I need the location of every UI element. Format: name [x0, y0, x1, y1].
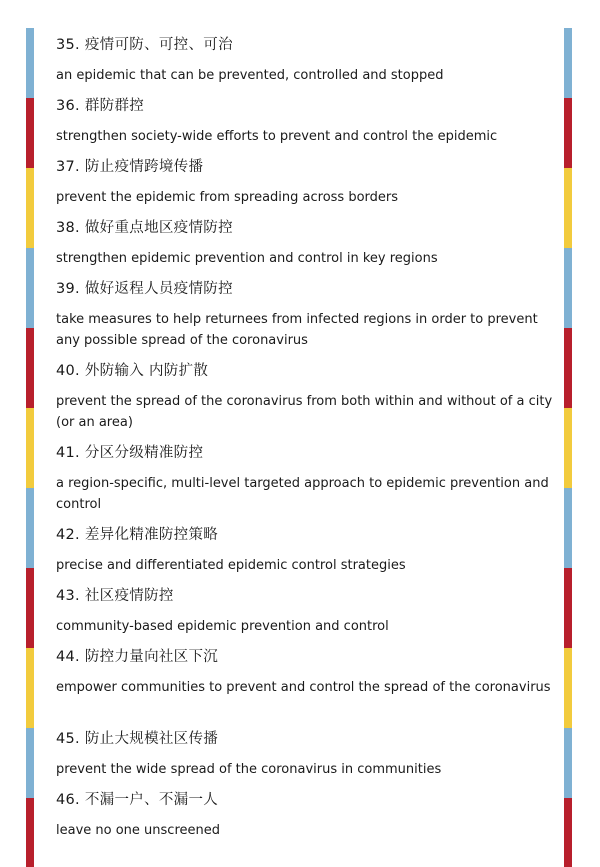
stripe-segment	[26, 168, 34, 248]
stripe-segment	[564, 28, 572, 98]
english-translation: community-based epidemic prevention and control	[56, 619, 389, 634]
chinese-term: 36. 群防群控	[56, 98, 145, 114]
glossary-entry	[56, 520, 556, 581]
stripe-segment	[564, 728, 572, 798]
glossary-entry	[56, 91, 556, 152]
english-translation: empower communities to prevent and control the spread of the coronavirus	[56, 680, 551, 695]
stripe-segment	[564, 248, 572, 328]
english-translation: a region-specific, multi-level targeted approach to epidemic prevention and control	[56, 476, 549, 512]
left-color-stripe	[26, 28, 34, 867]
right-color-stripe	[564, 28, 572, 867]
stripe-segment	[26, 408, 34, 488]
chinese-term: 38. 做好重点地区疫情防控	[56, 220, 233, 236]
stripe-segment	[564, 328, 572, 408]
glossary-entry	[56, 213, 556, 274]
chinese-term: 44. 防控力量向社区下沉	[56, 649, 219, 665]
chinese-term: 37. 防止疫情跨境传播	[56, 159, 204, 175]
english-translation: precise and differentiated epidemic control strategies	[56, 558, 406, 573]
glossary-entry	[56, 785, 556, 846]
english-translation: leave no one unscreened	[56, 823, 220, 838]
english-translation: an epidemic that can be prevented, controlled and stopped	[56, 68, 444, 83]
glossary-list	[56, 30, 556, 846]
chinese-term: 43. 社区疫情防控	[56, 588, 174, 604]
stripe-segment	[26, 568, 34, 648]
english-translation: prevent the spread of the coronavirus from both within and without of a city (or an area)	[56, 394, 553, 430]
english-translation: strengthen society-wide efforts to prevent and control the epidemic	[56, 129, 498, 144]
glossary-entry	[56, 642, 556, 724]
stripe-segment	[26, 98, 34, 168]
english-translation: prevent the epidemic from spreading across borders	[56, 190, 399, 205]
stripe-segment	[26, 248, 34, 328]
stripe-segment	[564, 168, 572, 248]
glossary-entry	[56, 30, 556, 91]
stripe-segment	[564, 98, 572, 168]
stripe-segment	[564, 488, 572, 568]
chinese-term: 42. 差异化精准防控策略	[56, 527, 219, 543]
english-translation: strengthen epidemic prevention and control in key regions	[56, 251, 438, 266]
stripe-segment	[26, 648, 34, 728]
stripe-segment	[26, 28, 34, 98]
glossary-entry	[56, 274, 556, 356]
glossary-entry	[56, 356, 556, 438]
stripe-segment	[564, 798, 572, 867]
glossary-entry	[56, 152, 556, 213]
stripe-segment	[26, 798, 34, 867]
chinese-term: 41. 分区分级精准防控	[56, 445, 204, 461]
english-translation: prevent the wide spread of the coronavirus in communities	[56, 762, 442, 777]
stripe-segment	[26, 728, 34, 798]
stripe-segment	[564, 648, 572, 728]
glossary-entry	[56, 438, 556, 520]
chinese-term: 45. 防止大规模社区传播	[56, 731, 219, 747]
stripe-segment	[564, 568, 572, 648]
chinese-term: 40. 外防输入 内防扩散	[56, 363, 209, 379]
stripe-segment	[26, 328, 34, 408]
glossary-entry	[56, 724, 556, 785]
english-translation: take measures to help returnees from infected regions in order to prevent any possible spread of the coronavirus	[56, 312, 538, 348]
chinese-term: 35. 疫情可防、可控、可治	[56, 37, 233, 53]
chinese-term: 46. 不漏一户、不漏一人	[56, 792, 219, 808]
chinese-term: 39. 做好返程人员疫情防控	[56, 281, 233, 297]
stripe-segment	[564, 408, 572, 488]
glossary-entry	[56, 581, 556, 642]
stripe-segment	[26, 488, 34, 568]
